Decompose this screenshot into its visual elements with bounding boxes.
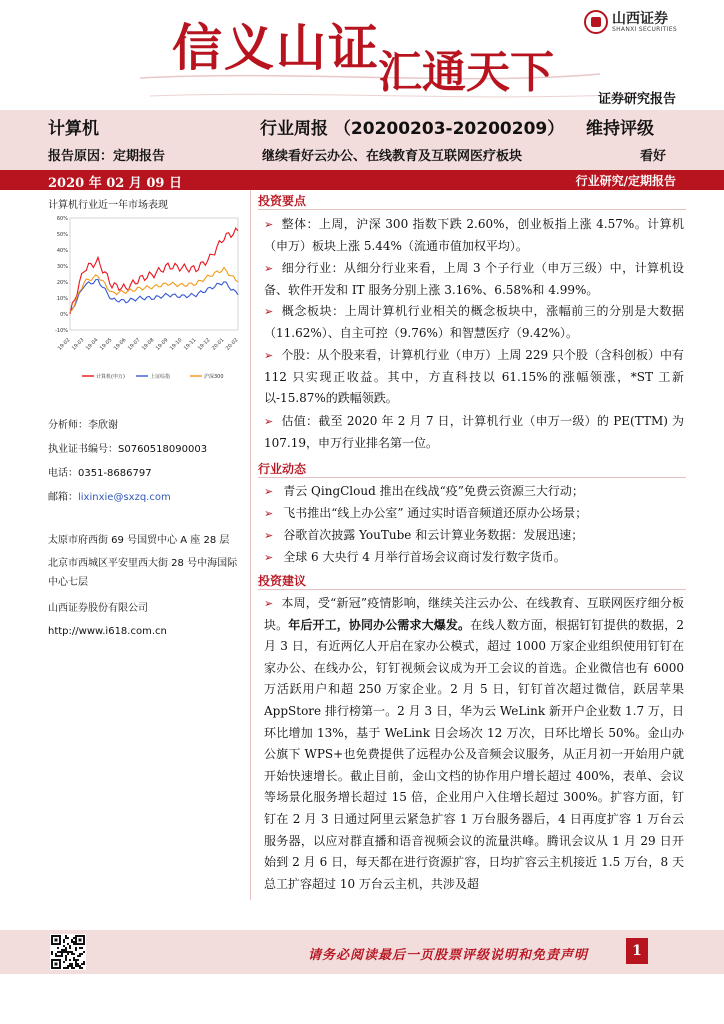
qr-module xyxy=(65,935,67,937)
arrow-bullet-icon: ➢ xyxy=(264,551,274,564)
qr-module xyxy=(71,953,73,955)
email-link[interactable]: lixinxie@sxzq.com xyxy=(78,492,171,503)
qr-module xyxy=(69,945,71,947)
qr-module xyxy=(81,953,83,955)
y-tick-label: 30% xyxy=(56,264,68,270)
industry-name: 计算机 xyxy=(48,119,99,139)
address-taiyuan: 太原市府西街 69 号国贸中心 A 座 28 层 xyxy=(48,535,230,546)
y-tick-label: 20% xyxy=(56,280,68,286)
highlight-item: ➢ 细分行业：从细分行业来看，上周 3 个子行业（申万三级）中，计算机设备、软件开发和 IT 服务分别上涨 3.16%、6.58%和 4.99%。 xyxy=(264,261,684,297)
series-line xyxy=(70,228,238,314)
qr-module xyxy=(65,937,67,939)
email-label: 邮箱： xyxy=(48,492,78,503)
qr-module xyxy=(73,941,75,943)
chart-title: 计算机行业近一年市场表现 xyxy=(48,200,168,211)
qr-code-icon[interactable] xyxy=(50,934,86,970)
logo-english: SHANXI SECURITIES xyxy=(612,26,677,33)
qr-module xyxy=(77,955,79,957)
y-tick-label: 40% xyxy=(56,248,68,254)
logo-name: 山西证券 xyxy=(612,11,668,27)
qr-module xyxy=(71,941,73,943)
sidebar xyxy=(48,190,246,890)
qr-module xyxy=(71,965,73,967)
arrow-bullet-icon: ➢ xyxy=(264,305,274,318)
qr-module xyxy=(67,937,69,939)
qr-module xyxy=(75,961,77,963)
report-title: 行业周报 （20200203-20200209） xyxy=(260,119,565,139)
section-title-advice: 投资建议 xyxy=(258,574,307,588)
qr-module xyxy=(65,955,67,957)
advice-emphasis: 年后开工，协同办公需求大爆发。 xyxy=(288,617,471,632)
qr-module xyxy=(65,957,67,959)
qr-module xyxy=(69,947,71,949)
qr-module xyxy=(63,961,65,963)
y-tick-label: -10% xyxy=(55,328,68,334)
qr-module xyxy=(71,963,73,965)
qr-module xyxy=(71,967,73,969)
arrow-bullet-icon: ➢ xyxy=(264,415,274,428)
qr-module xyxy=(65,951,67,953)
qr-module xyxy=(79,967,81,969)
y-tick-label: 10% xyxy=(56,296,68,302)
qr-module xyxy=(73,959,75,961)
qr-module xyxy=(67,965,69,967)
qr-finder-core xyxy=(79,939,82,942)
qr-module xyxy=(81,963,83,965)
qr-module xyxy=(63,941,65,943)
qr-module xyxy=(61,951,63,953)
news-item: ➢ 谷歌首次披露 YouTube 和云计算业务数据：发展迅速； xyxy=(264,528,584,542)
qr-module xyxy=(73,957,75,959)
x-tick-label: 19-03 xyxy=(70,337,86,352)
highlight-item: ➢ 概念板块：上周计算机行业相关的概念板块中，涨幅前三的分别是大数据（11.62%）、自主可控（9.76%）和智慧医疗（9.42%）。 xyxy=(264,304,684,340)
qr-module xyxy=(57,955,59,957)
report-header xyxy=(0,110,724,170)
arrow-bullet-icon: ➢ xyxy=(264,507,274,520)
disclaimer: 请务必阅读最后一页股票评级说明和免责声明 xyxy=(308,948,589,963)
outlook-rating: 看好 xyxy=(640,149,667,164)
column-divider xyxy=(250,190,251,900)
company-logo xyxy=(584,8,714,36)
x-tick-label: 20-01 xyxy=(210,337,226,352)
section-rule xyxy=(258,589,686,590)
qr-module xyxy=(77,959,79,961)
qr-module xyxy=(71,939,73,941)
page-number: 1 xyxy=(626,938,648,964)
qr-module xyxy=(75,947,77,949)
qr-module xyxy=(81,967,83,969)
qr-module xyxy=(67,967,69,969)
qr-module xyxy=(69,951,71,953)
qr-module xyxy=(65,959,67,961)
company-website[interactable]: http://www.i618.com.cn xyxy=(48,626,167,637)
qr-module xyxy=(51,953,53,955)
calligraphy-slogan-2: 汇通天下 xyxy=(378,47,554,98)
qr-finder-core xyxy=(55,963,58,966)
qr-module xyxy=(57,951,59,953)
news-item: ➢ 飞书推出“线上办公室” 通过实时语音频道还原办公场景； xyxy=(264,506,588,520)
qr-module xyxy=(69,959,71,961)
arrow-bullet-icon: ➢ xyxy=(264,597,274,610)
qr-module xyxy=(75,959,77,961)
qr-module xyxy=(61,953,63,955)
news-item: ➢ 全球 6 大央行 4 月举行首场会议商讨发行数字货币。 xyxy=(264,550,566,564)
chart-frame xyxy=(70,218,238,330)
y-tick-label: 50% xyxy=(56,232,68,238)
qr-module xyxy=(73,943,75,945)
logo-icon xyxy=(584,10,608,34)
qr-module xyxy=(81,947,83,949)
section-rule xyxy=(258,209,686,210)
qr-module xyxy=(65,947,67,949)
advice-paragraph: ➢ 本周，受“新冠”疫情影响，继续关注云办公、在线教育、互联网医疗细分板块。年后开工，协同办公需求大爆发。在线人数方面，根据钉钉提供的数据，2 月 3 日，有近两亿人开启在家办公模式，超过 1000 万家企业组织使用钉钉在家办公、在线办公，钉钉视频会议成为开工会议的首选。企业微信也有 6000 万活跃用户和超 250 万家企业。2 月 5 日，钉钉首次超过微信，跃居苹果 AppStore 排行榜第一。2 月 3 日，华为云 WeLink 新开户企业数 1.7 万，日环比增加 13%，基于 WeLink 日会场次 12 万次，日环比增长 50%。金山办公旗下 WPS+也免费提供了远程办公及音频会议服务，从正月初一开始用户就开始快速增长。截止目前，金山文档的协作用户增长超过 400%，表单、会议等场景化服务增长超过 15 倍，企业用户入住增长超过 300%。扩容方面，钉钉在 2 月 3 日通过阿里云紧急扩容 1 万台服务器后，4 日再度扩容 1 万台云服务器，以应对群直播和语音视频会议的流量洪峰。腾讯会议从 1 月 29 日开始到 2 月 6 日，每天都在进行资源扩容，日均扩容云主机接近 1.5 万台，8 天总工扩容超过 10 万台云主机，共涉及超 xyxy=(264,596,684,891)
report-type: 证券研究报告 xyxy=(597,92,676,107)
qr-module xyxy=(57,947,59,949)
qr-module xyxy=(77,963,79,965)
qr-module xyxy=(75,965,77,967)
highlight-item: ➢ 个股：从个股来看，计算机行业（申万）上周 229 只个股（含科创板）中有 112 只实现正收益。其中，方直科技以 61.15%的涨幅领涨，*ST 工新以-15.87%的跌幅领跌。 xyxy=(264,348,684,406)
news-item: ➢ 青云 QingCloud 推出在线战“疫”免费云资源三大行动； xyxy=(264,484,584,498)
arrow-bullet-icon: ➢ xyxy=(264,349,274,362)
analyst-name: 分析师：李欣谢 xyxy=(48,420,118,431)
qr-module xyxy=(63,967,65,969)
qr-module xyxy=(67,953,69,955)
rating: 维持评级 xyxy=(586,119,654,139)
report-date: 2020 年 02 月 09 日 xyxy=(48,176,182,191)
x-tick-label: 19-06 xyxy=(112,337,128,352)
arrow-bullet-icon: ➢ xyxy=(264,262,274,275)
qr-module xyxy=(63,939,65,941)
arrow-bullet-icon: ➢ xyxy=(264,529,274,542)
x-tick-label: 19-07 xyxy=(126,337,142,352)
arrow-bullet-icon: ➢ xyxy=(264,218,274,231)
qr-module xyxy=(65,967,67,969)
date-bar xyxy=(0,170,724,190)
x-tick-label: 19-04 xyxy=(84,337,100,352)
y-tick-label: 0% xyxy=(60,312,68,318)
x-tick-label: 19-09 xyxy=(154,337,170,352)
x-tick-label: 19-12 xyxy=(196,337,212,352)
email-row xyxy=(48,488,171,503)
qr-module xyxy=(79,953,81,955)
qr-module xyxy=(65,949,67,951)
calligraphy-slogan-1: 信义山证 xyxy=(172,18,380,77)
x-tick-label: 19-11 xyxy=(182,337,198,352)
qr-module xyxy=(51,951,53,953)
x-tick-label: 19-05 xyxy=(98,337,114,352)
report-subtitle: 继续看好云办公、在线教育及互联网医疗板块 xyxy=(262,149,523,164)
qr-module xyxy=(59,951,61,953)
qr-module xyxy=(55,955,57,957)
qr-module xyxy=(83,963,85,965)
address-beijing: 北京市西城区平安里西大街 28 号中海国际中心七层 xyxy=(48,558,238,588)
series-line xyxy=(70,267,238,312)
qr-module xyxy=(79,955,81,957)
legend-label: 上证综指 xyxy=(150,374,171,380)
highlight-item: ➢ 整体：上周，沪深 300 指数下跌 2.60%，创业板指上涨 4.57%。计算机（申万）板块上涨 5.44%（流通市值加权平均）。 xyxy=(264,217,684,253)
x-tick-label: 19-02 xyxy=(56,337,72,352)
qr-module xyxy=(63,951,65,953)
report-reason: 报告原因：定期报告 xyxy=(48,149,166,164)
qr-module xyxy=(69,965,71,967)
performance-chart xyxy=(48,210,246,385)
legend-label: 计算机(申万) xyxy=(96,374,125,380)
highlight-item: ➢ 估值：截至 2020 年 2 月 7 日，计算机行业（申万一级）的 PE(TTM) 为 107.19，申万行业排名第一位。 xyxy=(264,414,684,450)
qr-module xyxy=(75,963,77,965)
qr-module xyxy=(61,955,63,957)
cert-number: 执业证书编号：S0760518090003 xyxy=(48,444,208,455)
qr-module xyxy=(77,965,79,967)
qr-finder-core xyxy=(55,939,58,942)
report-category: 行业研究/定期报告 xyxy=(575,174,676,188)
qr-module xyxy=(59,955,61,957)
qr-module xyxy=(83,951,85,953)
qr-module xyxy=(63,949,65,951)
qr-module xyxy=(55,953,57,955)
qr-module xyxy=(63,945,65,947)
qr-module xyxy=(67,943,69,945)
phone-number: 电话：0351-8686797 xyxy=(48,468,152,479)
banner xyxy=(0,0,724,110)
section-title-news: 行业动态 xyxy=(258,462,307,476)
qr-module xyxy=(71,951,73,953)
qr-module xyxy=(73,937,75,939)
section-title-highlights: 投资要点 xyxy=(258,194,307,208)
arrow-bullet-icon: ➢ xyxy=(264,485,274,498)
qr-module xyxy=(67,951,69,953)
qr-module xyxy=(61,949,63,951)
company-name: 山西证券股份有限公司 xyxy=(48,603,148,614)
qr-module xyxy=(73,967,75,969)
x-tick-label: 19-08 xyxy=(140,337,156,352)
qr-module xyxy=(73,953,75,955)
qr-module xyxy=(79,947,81,949)
qr-module xyxy=(69,963,71,965)
x-tick-label: 20-02 xyxy=(224,337,240,352)
y-tick-label: 60% xyxy=(56,216,68,222)
qr-module xyxy=(83,961,85,963)
qr-module xyxy=(75,949,77,951)
qr-module xyxy=(79,965,81,967)
section-rule xyxy=(258,477,686,478)
legend-label: 沪深300 xyxy=(204,374,224,380)
x-tick-label: 19-10 xyxy=(168,337,184,352)
series-line xyxy=(70,279,238,312)
